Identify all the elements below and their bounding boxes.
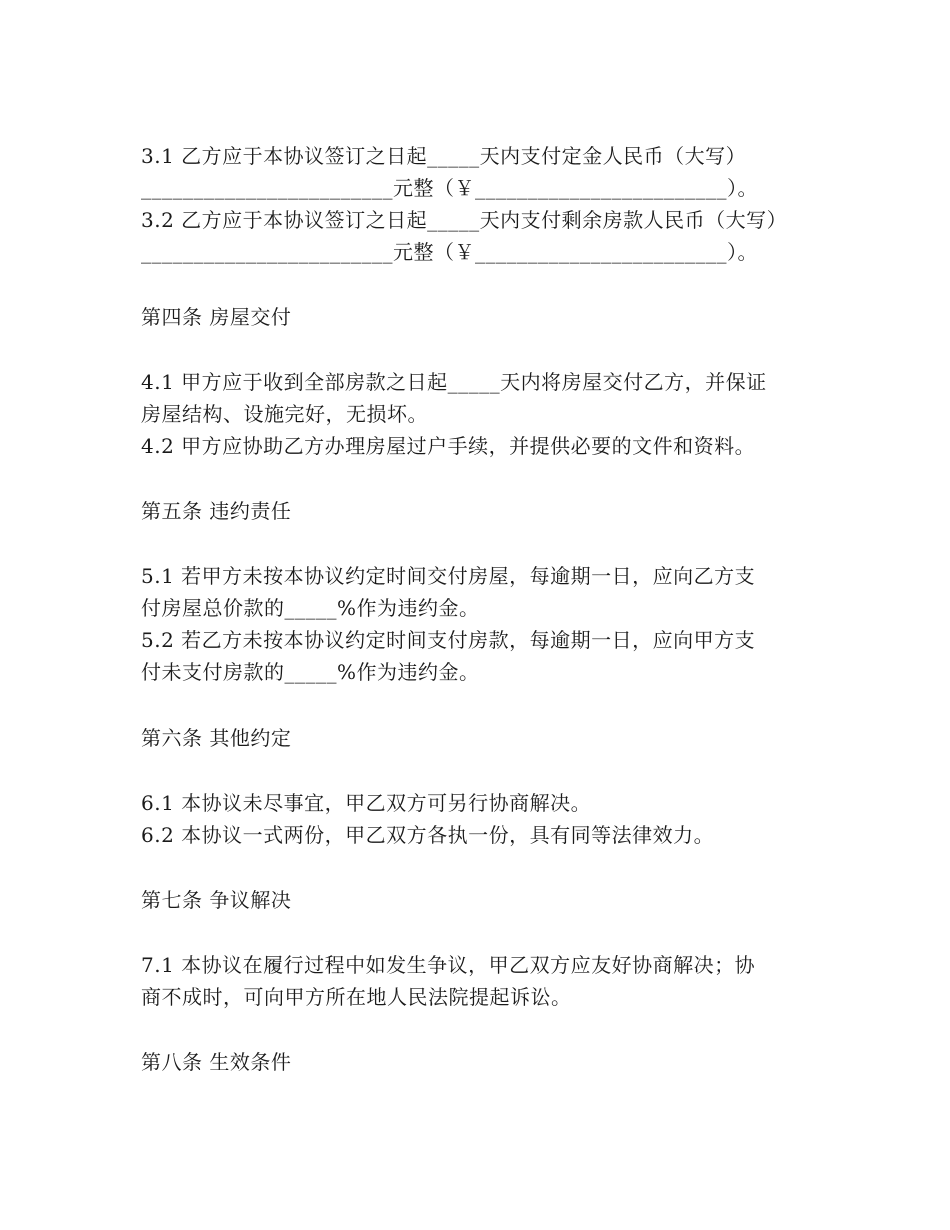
clause-5-2-line-1: 5.2 若乙方未按本协议约定时间支付房款，每逾期一日，应向甲方支 bbox=[141, 628, 756, 652]
clause-4-1-line-1: 4.1 甲方应于收到全部房款之日起_____天内将房屋交付乙方，并保证 bbox=[141, 370, 767, 394]
section-heading-5: 第五条 违约责任 bbox=[141, 499, 292, 523]
clause-5-2-line-2: 付未支付房款的_____%作为违约金。 bbox=[141, 660, 480, 684]
clause-3-1-line-2: ________________________元整（￥________________________）。 bbox=[141, 176, 758, 200]
clause-7-1-line-1: 7.1 本协议在履行过程中如发生争议，甲乙双方应友好协商解决；协 bbox=[141, 953, 756, 977]
clause-4-1-line-2: 房屋结构、设施完好，无损坏。 bbox=[141, 402, 428, 426]
section-heading-4: 第四条 房屋交付 bbox=[141, 305, 292, 329]
clause-3-1-line-1: 3.1 乙方应于本协议签订之日起_____天内支付定金人民币（大写） bbox=[141, 144, 747, 168]
section-heading-8: 第八条 生效条件 bbox=[141, 1050, 292, 1074]
clause-3-2-line-2: ________________________元整（￥________________________）。 bbox=[141, 240, 758, 264]
clause-7-1-line-2: 商不成时，可向甲方所在地人民法院提起诉讼。 bbox=[141, 985, 572, 1009]
clause-3-2-line-1: 3.2 乙方应于本协议签订之日起_____天内支付剩余房款人民币（大写） bbox=[141, 208, 788, 232]
clause-4-2: 4.2 甲方应协助乙方办理房屋过户手续，并提供必要的文件和资料。 bbox=[141, 434, 756, 458]
section-heading-6: 第六条 其他约定 bbox=[141, 726, 292, 750]
clause-6-1: 6.1 本协议未尽事宜，甲乙双方可另行协商解决。 bbox=[141, 791, 592, 815]
clause-5-1-line-1: 5.1 若甲方未按本协议约定时间交付房屋，每逾期一日，应向乙方支 bbox=[141, 564, 756, 588]
section-heading-7: 第七条 争议解决 bbox=[141, 888, 292, 912]
clause-6-2: 6.2 本协议一式两份，甲乙双方各执一份，具有同等法律效力。 bbox=[141, 823, 715, 847]
clause-5-1-line-2: 付房屋总价款的_____%作为违约金。 bbox=[141, 596, 480, 620]
